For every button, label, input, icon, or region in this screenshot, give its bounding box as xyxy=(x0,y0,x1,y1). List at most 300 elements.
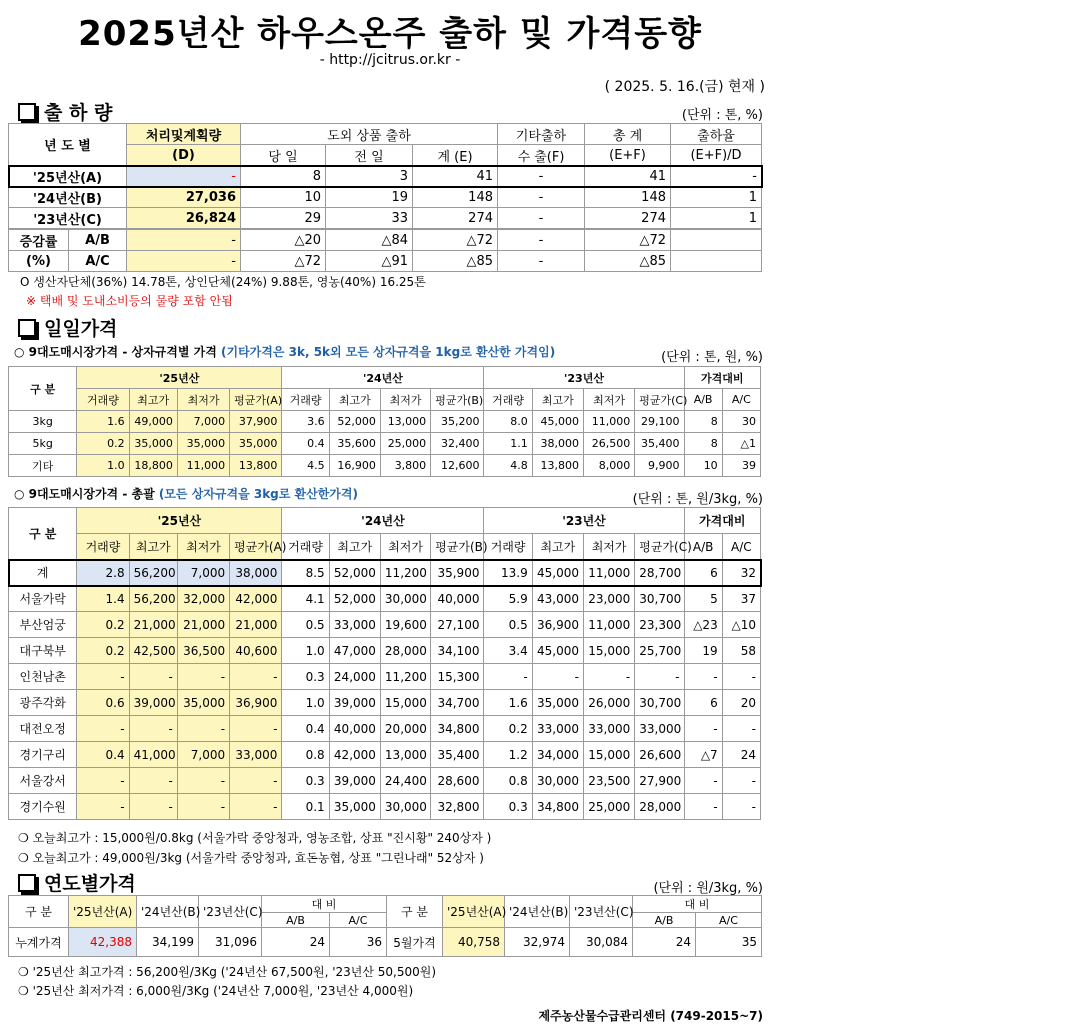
cell: 15,000 xyxy=(380,690,430,716)
cell: 0.2 xyxy=(484,716,532,742)
cell: △85 xyxy=(413,251,498,272)
cell: 23,300 xyxy=(635,612,684,638)
cell: 34,800 xyxy=(532,794,583,820)
cell: 33,000 xyxy=(230,742,282,768)
th-cmp: 대 비 xyxy=(262,896,387,913)
cell: 8.5 xyxy=(282,560,329,586)
report-date: ( 2025. 5. 16.(금) 현재 ) xyxy=(604,79,765,95)
th-cmp: 대 비 xyxy=(633,896,762,913)
cell: 13,000 xyxy=(380,742,430,768)
cell: △84 xyxy=(326,230,413,251)
cell: 33 xyxy=(326,208,413,229)
cell: - xyxy=(671,166,762,187)
cell: 3,800 xyxy=(380,455,430,477)
cell: 5.9 xyxy=(484,586,532,612)
cell: 1.0 xyxy=(282,638,329,664)
cell: - xyxy=(498,208,585,229)
cell: - xyxy=(129,794,177,820)
cell: 11,000 xyxy=(583,612,634,638)
cell: 26,824 xyxy=(127,208,241,229)
cell: △10 xyxy=(722,612,760,638)
th-cmp: 가격대비 xyxy=(684,367,761,389)
cell: - xyxy=(532,664,583,690)
cell: - xyxy=(177,664,229,690)
cell: 0.6 xyxy=(77,690,129,716)
shipment-table xyxy=(8,123,762,229)
cell: 35,400 xyxy=(431,742,484,768)
summary-price-rows xyxy=(9,560,761,820)
cell: 40,000 xyxy=(431,586,484,612)
row-label: A/B xyxy=(69,230,127,251)
cell: 23,500 xyxy=(583,768,634,794)
cell: 24,000 xyxy=(329,664,380,690)
box-price-rows xyxy=(9,411,761,477)
cell: 37 xyxy=(722,586,760,612)
cell: 8.0 xyxy=(484,411,532,433)
cell: 35,400 xyxy=(635,433,684,455)
th-ab: A/B xyxy=(684,389,722,411)
row-label: 인천남촌 xyxy=(9,664,77,690)
th-avg: 평균가(A) xyxy=(230,534,282,560)
cell: 45,000 xyxy=(532,638,583,664)
table-row xyxy=(9,742,761,768)
cell: - xyxy=(498,187,585,208)
cell: 36,500 xyxy=(177,638,229,664)
cell: - xyxy=(484,664,532,690)
cell: 1.0 xyxy=(77,455,129,477)
th-a: '25년산(A) xyxy=(443,896,505,928)
unit-label: (단위 : 톤, %) xyxy=(681,108,763,123)
th-prev: 전 일 xyxy=(326,145,413,166)
cell: 10 xyxy=(684,455,722,477)
subtitle-text: ○ 9대도매시장가격 - 상자규격별 가격 xyxy=(14,345,217,359)
th-y25: '25년산 xyxy=(77,508,282,534)
cell: 24 xyxy=(722,742,760,768)
cell: 0.2 xyxy=(77,638,129,664)
cell: 26,600 xyxy=(635,742,684,768)
cell: 28,000 xyxy=(635,794,684,820)
cell: 0.8 xyxy=(282,742,329,768)
subtitle-summary xyxy=(14,485,358,502)
cell: 47,000 xyxy=(329,638,380,664)
cell: 32,400 xyxy=(431,433,484,455)
cell: 0.8 xyxy=(484,768,532,794)
cell: 18,800 xyxy=(129,455,177,477)
table-row xyxy=(9,716,761,742)
cell: 148 xyxy=(413,187,498,208)
section-yearly-header xyxy=(18,869,136,896)
th-max: 최고가 xyxy=(329,534,380,560)
cell: 58 xyxy=(722,638,760,664)
cell: - xyxy=(498,230,585,251)
section-title: 출 하 량 xyxy=(44,102,113,124)
th-y25: '25년산 xyxy=(77,367,282,389)
cell: △72 xyxy=(585,230,671,251)
cell: 33,000 xyxy=(635,716,684,742)
cell: 35,000 xyxy=(230,433,282,455)
section-title: 일일가격 xyxy=(44,318,118,340)
cell: 19 xyxy=(684,638,722,664)
th-avg: 평균가(C) xyxy=(635,389,684,411)
cell xyxy=(671,251,762,272)
th-b: '24년산(B) xyxy=(505,896,570,928)
cell: 1 xyxy=(671,187,762,208)
cell: - xyxy=(77,768,129,794)
th-a: '25년산(A) xyxy=(69,896,137,928)
shipment-warning: ※ 택배 및 도내소비등의 물량 포함 안됨 xyxy=(26,294,233,308)
cell: 33,000 xyxy=(532,716,583,742)
table-row xyxy=(9,560,761,586)
cell: 4.5 xyxy=(282,455,329,477)
table-row xyxy=(9,768,761,794)
table-row xyxy=(9,794,761,820)
square-bullet-icon xyxy=(18,103,36,121)
site-url[interactable]: - http://jcitrus.or.kr - xyxy=(319,52,461,68)
cell: 35,000 xyxy=(129,433,177,455)
cell: 35,000 xyxy=(329,794,380,820)
cell: 35 xyxy=(696,928,762,957)
cell: - xyxy=(77,716,129,742)
cell: 0.5 xyxy=(282,612,329,638)
th-domestic: 도외 상품 출하 xyxy=(241,124,498,145)
row-label: 5월가격 xyxy=(387,928,443,957)
table-row xyxy=(9,187,762,208)
cell: 13.9 xyxy=(484,560,532,586)
cell: 42,388 xyxy=(69,928,137,957)
cell: 274 xyxy=(585,208,671,229)
cell: 35,000 xyxy=(177,690,229,716)
row-label: 경기구리 xyxy=(9,742,77,768)
row-label: 서울가락 xyxy=(9,586,77,612)
cell: △72 xyxy=(413,230,498,251)
cell: 34,100 xyxy=(431,638,484,664)
cell: 13,800 xyxy=(532,455,583,477)
row-label: 경기수원 xyxy=(9,794,77,820)
cell: 2.8 xyxy=(77,560,129,586)
cell: - xyxy=(684,716,722,742)
row-label: 누계가격 xyxy=(9,928,69,957)
cell: 35,000 xyxy=(532,690,583,716)
th-min: 최저가 xyxy=(380,534,430,560)
th-b: '24년산(B) xyxy=(137,896,199,928)
cell: 3.4 xyxy=(484,638,532,664)
th-cmp: 가격대비 xyxy=(684,508,761,534)
cell: 32,000 xyxy=(177,586,229,612)
row-label: 대전오정 xyxy=(9,716,77,742)
cell: - xyxy=(127,251,241,272)
th-min: 최저가 xyxy=(177,389,229,411)
cell: 29,100 xyxy=(635,411,684,433)
cell: 3.6 xyxy=(282,411,329,433)
cell: 3 xyxy=(326,166,413,187)
cell: - xyxy=(127,230,241,251)
cell: 30,084 xyxy=(570,928,633,957)
change-rate-table xyxy=(8,229,762,272)
cell: 26,000 xyxy=(583,690,634,716)
cell: 41,000 xyxy=(129,742,177,768)
th-gubun: 구 분 xyxy=(387,896,443,928)
cell: - xyxy=(722,768,760,794)
th-min: 최저가 xyxy=(380,389,430,411)
th-vol: 거래량 xyxy=(484,534,532,560)
table-row xyxy=(9,586,761,612)
cell: - xyxy=(635,664,684,690)
cell: 40,600 xyxy=(230,638,282,664)
cell: 36 xyxy=(330,928,387,957)
cell: 8 xyxy=(241,166,326,187)
th-max: 최고가 xyxy=(129,534,177,560)
daily-note-1: ❍ 오늘최고가 : 15,000원/0.8kg (서울가락 중앙청과, 영농조합, 상표 "진시황" 240상자 ) xyxy=(18,831,492,845)
th-min: 최저가 xyxy=(177,534,229,560)
cell: 40,000 xyxy=(329,716,380,742)
th-y24: '24년산 xyxy=(282,367,484,389)
cell: - xyxy=(722,664,760,690)
cell: 33,000 xyxy=(329,612,380,638)
th-vol: 거래량 xyxy=(77,534,129,560)
cell: 36,900 xyxy=(532,612,583,638)
cell: 39,000 xyxy=(129,690,177,716)
yearly-note-1: ❍ '25년산 최고가격 : 56,200원/3Kg ('24년산 67,500원, '23년산 50,500원) xyxy=(18,965,437,979)
cell: 19,600 xyxy=(380,612,430,638)
cell: - xyxy=(498,166,585,187)
th-y24: '24년산 xyxy=(282,508,484,534)
cell: △23 xyxy=(684,612,722,638)
row-label: '23년산(C) xyxy=(9,208,127,229)
cell: - xyxy=(722,716,760,742)
unit-label: (단위 : 톤, 원, %) xyxy=(661,350,763,365)
cell: △85 xyxy=(585,251,671,272)
table-row xyxy=(9,664,761,690)
cell: - xyxy=(177,716,229,742)
table-row xyxy=(9,208,762,229)
cell: 23,000 xyxy=(583,586,634,612)
square-bullet-icon xyxy=(18,319,36,337)
cell: 8 xyxy=(684,433,722,455)
section-shipment-header xyxy=(18,98,112,125)
cell: 13,000 xyxy=(380,411,430,433)
cell: 0.5 xyxy=(484,612,532,638)
cell xyxy=(671,230,762,251)
table-row xyxy=(9,612,761,638)
cell: 11,000 xyxy=(583,560,634,586)
subtitle-note: (모든 상자규격을 3kg로 환산한가격) xyxy=(158,487,358,501)
cell: 29 xyxy=(241,208,326,229)
cell: 0.4 xyxy=(77,742,129,768)
cell: 30 xyxy=(722,411,760,433)
cell: △1 xyxy=(722,433,760,455)
cell: 39 xyxy=(722,455,760,477)
th-max: 최고가 xyxy=(329,389,380,411)
cell: 34,000 xyxy=(532,742,583,768)
cell: △20 xyxy=(241,230,326,251)
cell: 0.2 xyxy=(77,433,129,455)
cell: - xyxy=(230,794,282,820)
section-title: 연도별가격 xyxy=(44,873,136,895)
cell: - xyxy=(230,716,282,742)
th-avg: 평균가(B) xyxy=(431,389,484,411)
cell: 30,700 xyxy=(635,690,684,716)
cell: 24 xyxy=(262,928,330,957)
cell: 21,000 xyxy=(230,612,282,638)
cell: 0.3 xyxy=(282,768,329,794)
unit-label: (단위 : 원/3kg, %) xyxy=(653,881,763,896)
cell: 25,700 xyxy=(635,638,684,664)
cell: 24,400 xyxy=(380,768,430,794)
cell: 1.1 xyxy=(484,433,532,455)
cell: 21,000 xyxy=(129,612,177,638)
th-ac: A/C xyxy=(722,389,760,411)
cell: 35,200 xyxy=(431,411,484,433)
cell: 41 xyxy=(585,166,671,187)
cell: 7,000 xyxy=(177,411,229,433)
cell: 28,600 xyxy=(431,768,484,794)
cell: 8 xyxy=(684,411,722,433)
cell: 13,800 xyxy=(230,455,282,477)
cell: - xyxy=(129,716,177,742)
cell: 6 xyxy=(684,560,722,586)
th-vol: 거래량 xyxy=(282,389,329,411)
th-efd: (E+F)/D xyxy=(671,145,762,166)
cell: 52,000 xyxy=(329,586,380,612)
row-label: 대구북부 xyxy=(9,638,77,664)
cell: 34,199 xyxy=(137,928,199,957)
cell: 34,700 xyxy=(431,690,484,716)
row-label: 서울강서 xyxy=(9,768,77,794)
th-ab: A/B xyxy=(262,913,330,928)
cell: 9,900 xyxy=(635,455,684,477)
cell: 35,000 xyxy=(177,433,229,455)
th-ac: A/C xyxy=(722,534,760,560)
cell: - xyxy=(583,664,634,690)
row-label: '24년산(B) xyxy=(9,187,127,208)
cell: 43,000 xyxy=(532,586,583,612)
cell: - xyxy=(129,664,177,690)
th-total: 총 계 xyxy=(585,124,671,145)
summary-price-table xyxy=(8,507,761,820)
th-ab: A/B xyxy=(684,534,722,560)
cell: 39,000 xyxy=(329,768,380,794)
cell: 16,900 xyxy=(329,455,380,477)
th-max: 최고가 xyxy=(532,534,583,560)
table-row xyxy=(9,230,762,251)
square-bullet-icon xyxy=(18,874,36,892)
row-label: 계 xyxy=(9,560,77,586)
cell: 6 xyxy=(684,690,722,716)
th-export: 수 출(F) xyxy=(498,145,585,166)
yearly-note-2: ❍ '25년산 최저가격 : 6,000원/3Kg ('24년산 7,000원, '23년산 4,000원) xyxy=(18,984,414,998)
cell: 0.4 xyxy=(282,716,329,742)
th-etc: 기타출하 xyxy=(498,124,585,145)
cell: 56,200 xyxy=(129,586,177,612)
cell: 32 xyxy=(722,560,760,586)
cell: 11,200 xyxy=(380,560,430,586)
th-proc: 처리및계획량 xyxy=(127,124,241,145)
subtitle-box-price xyxy=(14,343,555,360)
subtitle-text: ○ 9대도매시장가격 - 총괄 xyxy=(14,487,155,501)
page-title: 2025년산 하우스온주 출하 및 가격동향 xyxy=(78,14,702,54)
table-row xyxy=(9,411,761,433)
cell: 8,000 xyxy=(583,455,634,477)
cell: 38,000 xyxy=(230,560,282,586)
th-min: 최저가 xyxy=(583,534,634,560)
cell: 42,000 xyxy=(230,586,282,612)
cell: 52,000 xyxy=(329,411,380,433)
row-label: 기타 xyxy=(9,455,77,477)
cell: - xyxy=(684,768,722,794)
cell: 21,000 xyxy=(177,612,229,638)
cell: △72 xyxy=(241,251,326,272)
box-price-table xyxy=(8,366,761,477)
cell: 274 xyxy=(413,208,498,229)
cell: 0.2 xyxy=(77,612,129,638)
th-ac: A/C xyxy=(696,913,762,928)
cell: 45,000 xyxy=(532,411,583,433)
cell: 20 xyxy=(722,690,760,716)
subtitle-note: (기타가격은 3k, 5k외 모든 상자규격을 1kg로 환산한 가격임) xyxy=(221,345,556,359)
cell: 45,000 xyxy=(532,560,583,586)
cell: 1.0 xyxy=(282,690,329,716)
cell: 30,000 xyxy=(532,768,583,794)
th-sum: 계 (E) xyxy=(413,145,498,166)
cell: 27,900 xyxy=(635,768,684,794)
cell: 32,800 xyxy=(431,794,484,820)
cell: 15,000 xyxy=(583,638,634,664)
cell: 11,000 xyxy=(583,411,634,433)
cell: 56,200 xyxy=(129,560,177,586)
cell: - xyxy=(722,794,760,820)
cell: 25,000 xyxy=(380,433,430,455)
cell: 19 xyxy=(326,187,413,208)
table-row xyxy=(9,166,762,187)
th-year: 년 도 별 xyxy=(9,124,127,166)
table-row xyxy=(9,433,761,455)
cell: 26,500 xyxy=(583,433,634,455)
cell: 32,974 xyxy=(505,928,570,957)
cell: 35,900 xyxy=(431,560,484,586)
cell: 1.2 xyxy=(484,742,532,768)
table-row xyxy=(9,690,761,716)
th-rate: 출하율 xyxy=(671,124,762,145)
cell: 28,700 xyxy=(635,560,684,586)
th-max: 최고가 xyxy=(129,389,177,411)
cell: 10 xyxy=(241,187,326,208)
cell: - xyxy=(498,251,585,272)
cell: - xyxy=(127,166,241,187)
cell: 20,000 xyxy=(380,716,430,742)
th-proc-d: (D) xyxy=(127,145,241,166)
th-c: '23년산(C) xyxy=(199,896,262,928)
th-ab: A/B xyxy=(633,913,696,928)
th-gubun: 구 분 xyxy=(9,508,77,560)
cell: 49,000 xyxy=(129,411,177,433)
change-label: 증감률 xyxy=(9,230,69,251)
row-label: 5kg xyxy=(9,433,77,455)
cell: 5 xyxy=(684,586,722,612)
th-vol: 거래량 xyxy=(282,534,329,560)
section-daily-header xyxy=(18,314,117,341)
cell: - xyxy=(77,664,129,690)
cell: 0.3 xyxy=(282,664,329,690)
cell: - xyxy=(177,794,229,820)
cell: 52,000 xyxy=(329,560,380,586)
cell: 30,700 xyxy=(635,586,684,612)
shipment-note: O 생산자단체(36%) 14.78톤, 상인단체(24%) 9.88톤, 영농(40%) 16.25톤 xyxy=(20,275,426,289)
unit-label: (단위 : 톤, 원/3kg, %) xyxy=(632,492,763,507)
cell: 34,800 xyxy=(431,716,484,742)
cell: 24 xyxy=(633,928,696,957)
row-label: A/C xyxy=(69,251,127,272)
th-avg: 평균가(A) xyxy=(230,389,282,411)
